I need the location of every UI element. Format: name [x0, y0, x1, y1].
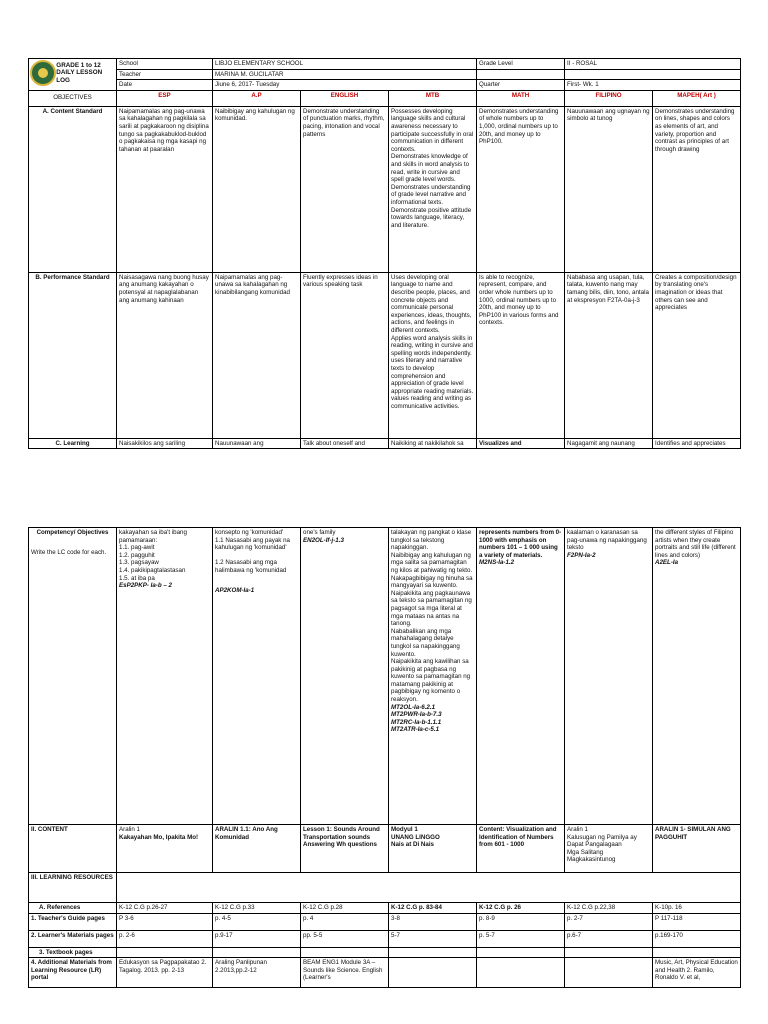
tg-esp: P 3-6: [117, 913, 213, 930]
header-logo-cell: [29, 59, 117, 91]
tg-ap: p. 4-5: [213, 913, 301, 930]
learning-resources-blank: [117, 873, 741, 903]
mtb-code-1: MT2OL-Ia-6.2.1: [391, 703, 436, 711]
learning-competency-mapeh: [653, 528, 741, 825]
lm-ap: p.9-17: [213, 930, 301, 947]
row-label-learning-competency: C. Learning: [29, 438, 117, 449]
tg-english: p. 4: [301, 913, 389, 930]
teacher-value: MARINA M. GUCILATAR: [213, 69, 477, 80]
additional-ap: Araling Panlipunan 2.2013,pp.2-12: [213, 958, 301, 988]
learning-competency-mtb-text: talakayan ng pangkat o klase tungkol sa tekstong napakinggan. Naibibigay ang kahulugan ng mga salita sa pamamagitan ng kilos at pahiwatig ng tekto. Nakapagbibigay ng hinuha sa mangyayari sa kuwento. Naipakikita ang pagkaunawa sa teksto sa pamamagitan ng pagsagot sa mga literal at mga mataas na antas na tanong. Nababalikan ang mga mahahalagang detalye tungkol sa napakinggang kuwento. Naipakikita ang kawilihan sa pakikinig at pagbasa ng kuwento sa pamamagitan ng matamang pakikinig at pagbibigay ng komento o reaksyon.: [391, 529, 473, 704]
learning-competency-ap-text: konsepto ng 'komunidad' 1.1 Nasasabi ang payak na kahulugan ng 'komunidad' 1.2 Nasasabi ang mga halimbawa ng 'komunidad: [215, 529, 290, 574]
ref-math: K-12 C.G p. 26: [477, 903, 565, 914]
column-header-filipino: FILIPINO: [565, 90, 653, 106]
learning-competency-esp-text: kakayahan sa iba't ibang pamamaraan: 1.1. pag-awit 1.2. pagguhit 1.3. pagsayaw 1.4. pakikipagtalastasan 1.5. at iba pa: [119, 529, 187, 582]
learning-competency-filipino: [565, 528, 653, 825]
learning-competency-ap: [213, 528, 301, 825]
additional-math: [477, 958, 565, 988]
row-label-content-standard: A. Content Standard: [29, 106, 117, 272]
performance-standard-ap: Naipamamalas ang pag-unawa sa kahalagahan ng kinabibilangang komunidad: [213, 272, 301, 438]
learning-competency-math: [477, 528, 565, 825]
lm-esp: p. 2-6: [117, 930, 213, 947]
learning-competency-filipino-text: kaalaman o karanasan sa pag-unawa ng napakinggang teksto: [567, 529, 647, 552]
learning-competency-mapeh-code: A2EL-Ia: [655, 559, 679, 567]
lc-code-note: Write the LC code for each.: [31, 548, 107, 556]
textbook-mtb: [389, 947, 477, 958]
row-label-teachers-guide: 1. Teacher's Guide pages: [29, 913, 117, 930]
learning-competency-filipino-top: Nagagamit ang naunang: [565, 438, 653, 449]
date-label: Date: [117, 80, 213, 91]
learning-competency-english: [301, 528, 389, 825]
learning-competency-esp-top: Naisakikilos ang sariling: [117, 438, 213, 449]
tg-filipino: p. 2-7: [565, 913, 653, 930]
learning-area-value: [565, 69, 741, 80]
lesson-log-table-top: [28, 58, 741, 449]
learning-competency-math-code: M2NS-Ia-1.2: [479, 559, 515, 567]
dll-title: DAILY LESSON LOG: [56, 69, 103, 84]
competency-objectives-label: Competency/ Objectives: [36, 529, 109, 536]
lm-english: pp. 5-5: [301, 930, 389, 947]
ref-filipino: K-12 C.G p.22,38: [565, 903, 653, 914]
content-esp: [117, 825, 213, 873]
learning-competency-math-text: represents numbers from 0-1000 with emphasis on numbers 101 – 1 000 using a variety of materials.: [479, 529, 562, 559]
row-label-performance-standard: B. Performance Standard: [29, 272, 117, 438]
textbook-filipino: [565, 947, 653, 958]
learning-area-label: [477, 69, 565, 80]
additional-english: BEAM ENG1 Module 3A – Sounds like Science. English (Learner's: [301, 958, 389, 988]
content-mapeh: ARALIN 1- SIMULAN ANG PAGGUHIT: [653, 825, 741, 873]
row-label-learners-materials: 2. Learner's Materials pages: [29, 930, 117, 947]
column-header-math: MATH: [477, 90, 565, 106]
row-label-competency-objectives: [29, 528, 117, 825]
textbook-mapeh: [653, 947, 741, 958]
lesson-log-bottom: [28, 527, 740, 988]
lm-mapeh: p.169-170: [653, 930, 741, 947]
lm-filipino: p.6-7: [565, 930, 653, 947]
learning-competency-esp: [117, 528, 213, 825]
performance-standard-math: Is able to recognize, represent, compare, and order whole numbers up to 1000, ordinal numbers up to 20th, and money up to PhP100 in various forms and contexts.: [477, 272, 565, 438]
tg-mapeh: P 117-118: [653, 913, 741, 930]
content-esp-title: Kakayahan Mo, Ipakita Mo!: [119, 833, 199, 841]
textbook-ap: [213, 947, 301, 958]
grade-title: GRADE 1 to 12: [56, 61, 101, 69]
performance-standard-esp: Naisasagawa nang buong husay ang anumang kakayahan o potensyal at napaglalabanan ang anumang kahinaan: [117, 272, 213, 438]
content-standard-mtb: Possesses developing language skills and cultural awareness necessary to participate successfully in oral communication in different contexts. Demonstrates knowledge of and skills in word analysis to read, write in cursive and spell grade level words. Demonstrates understanding of grade level narrative and informational texts. Demonstrate positive attitude towards language, literacy, and literature.: [389, 106, 477, 272]
teacher-label: Teacher: [117, 69, 213, 80]
ref-ap: K-12 C.G p.33: [213, 903, 301, 914]
lesson-log-top: [28, 58, 740, 449]
column-header-english: ENGLISH: [301, 90, 389, 106]
mtb-code-4: MT2ATR-Ia-c-5.1: [391, 726, 440, 734]
learning-competency-filipino-code: F2PN-Ia-2: [567, 551, 596, 559]
mtb-code-2: MT2PWR-Ia-b-7.3: [391, 711, 442, 719]
grade-level-label: Grade Level: [477, 59, 565, 70]
learning-competency-mtb: [389, 528, 477, 825]
column-header-mtb: MTB: [389, 90, 477, 106]
learning-competency-ap-top: Nauunawaan ang: [213, 438, 301, 449]
textbook-english: [301, 947, 389, 958]
column-header-ap: A.P: [213, 90, 301, 106]
tg-mtb: 3-8: [389, 913, 477, 930]
learning-competency-math-top: Visualizes and: [477, 438, 565, 449]
column-header-mapeh: MAPEH( Art ): [653, 90, 741, 106]
content-ap: ARALIN 1.1: Ano Ang Komunidad: [213, 825, 301, 873]
school-value: LIBJO ELEMENTARY SCHOOL: [213, 59, 477, 70]
tg-math: p. 8-9: [477, 913, 565, 930]
ref-mtb: K-12 C.G p. 83-84: [389, 903, 477, 914]
additional-esp: Edukasyon sa Pagpapakatao 2. Tagalog. 2013. pp. 2-13: [117, 958, 213, 988]
ref-esp: K-12 C.G p.26-27: [117, 903, 213, 914]
lm-mtb: 5-7: [389, 930, 477, 947]
additional-mapeh: Music, Art, Physical Education and Health 2. Ramilo, Ronaldo V. et al,: [653, 958, 741, 988]
content-standard-filipino: Nauunawaan ang ugnayan ng simbolo at tunog: [565, 106, 653, 272]
content-standard-mapeh: Demonstrates understanding on lines, shapes and colors as elements of art, and variety, proportion and contrast as principles of art through drawing: [653, 106, 741, 272]
learning-competency-english-top: Talk about oneself and: [301, 438, 389, 449]
learning-competency-mapeh-top: Identifies and appreciates: [653, 438, 741, 449]
row-label-learning-resources: III. LEARNING RESOURCES: [29, 873, 117, 903]
content-esp-lesson: Aralin 1: [119, 826, 140, 833]
content-standard-esp: Naipamamalas ang pag-unawa sa kahalagahan ng pagkilala sa sarili at pagkakaroon ng disiplina tungo sa pagkakabuklod-buklod o pagkakaisa ng mga kasapi ng tahanan at paaralan: [117, 106, 213, 272]
grade-level-value: II - ROSAL: [565, 59, 741, 70]
lm-math: p. 5-7: [477, 930, 565, 947]
content-english: Lesson 1: Sounds Around Transportation sounds Answering Wh questions: [301, 825, 389, 873]
row-label-references: A. References: [29, 903, 117, 914]
row-label-additional-materials: 4. Additional Materials from Learning Resource (LR) portal: [29, 958, 117, 988]
row-label-textbook-pages: 3. Textbook pages: [29, 947, 117, 958]
ref-english: K-12 C.G p.28: [301, 903, 389, 914]
learning-competency-ap-code: AP2KOM-Ia-1: [215, 586, 255, 594]
learning-competency-mapeh-text: the different styles of Filipino artists when they create portraits and still life (different lines and colors): [655, 529, 736, 559]
textbook-math: [477, 947, 565, 958]
learning-competency-english-text: one's family: [303, 529, 336, 536]
date-value: Jiune 6, 2017- Tuesday: [213, 80, 477, 91]
quarter-label: Quarter: [477, 80, 565, 91]
content-math: Content: Visualization and Identification of Numbers from 601 - 1000: [477, 825, 565, 873]
additional-filipino: [565, 958, 653, 988]
content-standard-english: Demonstrate understanding of punctuation marks, rhythm, pacing, intonation and vocal patterns: [301, 106, 389, 272]
performance-standard-filipino: Nababasa ang usapan, tula, talata, kuwento nang may tamang bilis, diin, tono, antala at ekspresyon F2TA-0a-j-3: [565, 272, 653, 438]
mtb-code-3: MT2RC-Ia-b-1.1.1: [391, 718, 442, 726]
content-filipino: Aralin 1 Kalusugan ng Pamilya ay Dapat Pangalagaan Mga Salitang Magkakasintunog: [565, 825, 653, 873]
content-mtb: Modyul 1 UNANG LINGGO Nais at Di Nais: [389, 825, 477, 873]
row-label-content: II. CONTENT: [29, 825, 117, 873]
column-header-objectives: OBJECTIVES: [29, 90, 117, 106]
ref-mapeh: K-10p. 16: [653, 903, 741, 914]
learning-competency-esp-code: EsP2PKP- Ia-b – 2: [119, 582, 172, 590]
content-standard-math: Demonstrates understanding of whole numbers up to 1,000, ordinal numbers up to 20th, and money up to PhP100.: [477, 106, 565, 272]
textbook-esp: [117, 947, 213, 958]
learning-competency-mtb-top: Naikiking at nakikilahok sa: [389, 438, 477, 449]
school-label: School: [117, 59, 213, 70]
content-standard-ap: Naibibigay ang kahulugan ng komunidad.: [213, 106, 301, 272]
performance-standard-mapeh: Creates a composition/design by translating one's imagination or ideas that others can see and appreciates: [653, 272, 741, 438]
performance-standard-english: Fluently expresses ideas in various speaking task: [301, 272, 389, 438]
column-header-esp: ESP: [117, 90, 213, 106]
quarter-value: First- Wk. 1: [565, 80, 741, 91]
performance-standard-mtb: Uses developing oral language to name and describe people, places, and concrete objects and communicate personal experiences, ideas, thoughts, actions, and feelings in different contexts. Applies word analysis skills in reading, writing in cursive and spelling words independently. uses literary and narrative texts to develop comprehension and appreciation of grade level appropriate reading materials. values reading and writing as communicative activities.: [389, 272, 477, 438]
deped-seal-logo: [30, 60, 56, 86]
additional-mtb: [389, 958, 477, 988]
lesson-log-table-bottom: [28, 527, 741, 988]
learning-competency-english-code: EN2OL-If-j-1.3: [303, 536, 344, 544]
